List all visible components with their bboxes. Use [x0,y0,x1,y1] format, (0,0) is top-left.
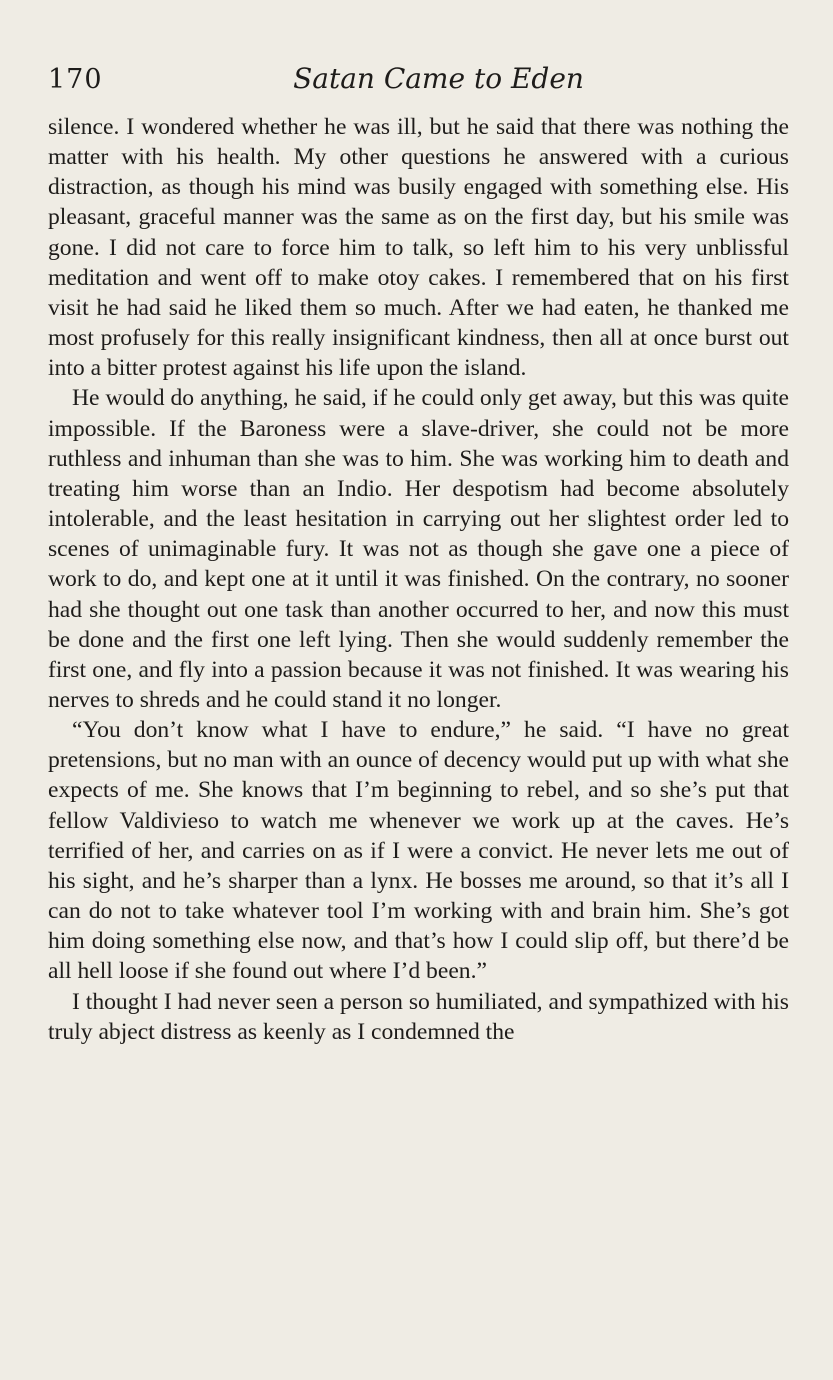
running-title: Satan Came to Eden [293,62,584,95]
paragraph: “You don’t know what I have to endure,” he said. “I have no great pretensions, but no man with an ounce of decency would put up with what she expects of me. She knows that I’m beginning to rebel, and so she’s put that fellow Valdivieso to watch me whenever we work up at the caves. He’s terrified of her, and carries on as if I were a convict. He never lets me out of his sight, and he’s sharper than a lynx. He bosses me around, so that it’s all I can do not to take whatever tool I’m working with and brain him. She’s got him doing something else now, and that’s how I could slip off, but there’d be all hell loose if she found out where I’d been.” [48,717,789,985]
page-header [48,62,789,102]
paragraph: I thought I had never seen a person so humiliated, and sympathized with his truly abject distress as keenly as I condemned the [48,988,789,1045]
page-number: 170 [48,64,103,95]
body-text [48,112,789,1047]
paragraph: He would do anything, he said, if he could only get away, but this was quite impossible. If the Baroness were a slave-driver, she could not be more ruthless and inhuman than she was to him. She was working him to death and treating him worse than an Indio. Her despotism had become absolutely intolerable, and the least hesitation in carrying out her slightest order led to scenes of unimaginable fury. It was not as though she gave one a piece of work to do, and kept one at it until it was finished. On the contrary, no sooner had she thought out one task than another occurred to her, and now this must be done and the first one left lying. Then she would suddenly remember the first one, and fly into a passion because it was not finished. It was wearing his nerves to shreds and he could stand it no longer. [48,385,789,713]
paragraph: silence. I wondered whether he was ill, but he said that there was nothing the matter with his health. My other questions he answered with a curious distraction, as though his mind was busily engaged with something else. His pleasant, graceful manner was the same as on the first day, but his smile was gone. I did not care to force him to talk, so left him to his very unblissful meditation and went off to make otoy cakes. I remembered that on his first visit he had said he liked them so much. After we had eaten, he thanked me most profusely for this really insignificant kindness, then all at once burst out into a bitter protest against his life upon the island. [48,114,789,382]
